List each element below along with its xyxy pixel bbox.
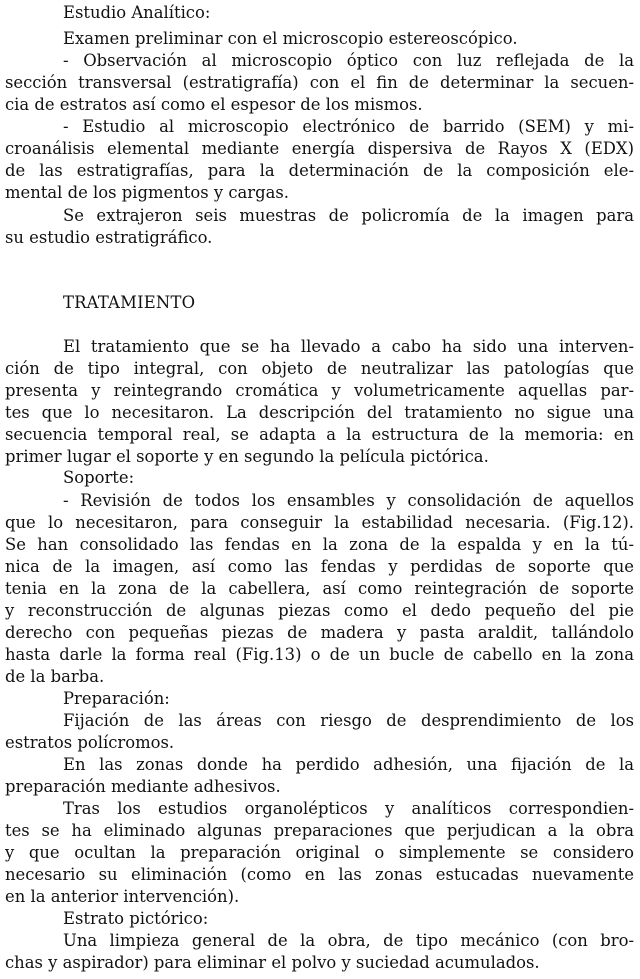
text-line: En las zonas donde ha perdido adhesión, una fijación de la xyxy=(63,755,634,774)
text-line: - Observación al microscopio óptico con luz reflejada de la xyxy=(63,51,634,70)
text-line: El tratamiento que se ha llevado a cabo ha sido una interven- xyxy=(63,337,634,356)
text-line: mental de los pigmentos y cargas. xyxy=(5,183,289,202)
subheading-preparacion: Preparación: xyxy=(63,689,170,708)
text-line: secuencia temporal real, se adapta a la estructura de la memoria: en xyxy=(5,425,634,444)
text-line: y reconstrucción de algunas piezas como el dedo pequeño del pie xyxy=(5,601,634,620)
section-title-tratamiento: TRATAMIENTO xyxy=(63,293,196,312)
text-line: sección transversal (estratigrafía) con el fin de determinar la secuen- xyxy=(5,73,634,92)
text-line: que lo necesitaron, para conseguir la estabilidad necesaria. (Fig.12). xyxy=(5,513,634,532)
text-line: Se extrajeron seis muestras de policromía de la imagen para xyxy=(63,206,634,225)
text-line: y que ocultan la preparación original o simplemente se considero xyxy=(5,843,634,862)
text-line: croanálisis elemental mediante energía dispersiva de Rayos X (EDX) xyxy=(5,139,634,158)
text-line: necesario su eliminación (como en las zonas estucadas nuevamente xyxy=(5,865,634,884)
text-line: ción de tipo integral, con objeto de neutralizar las patologías que xyxy=(5,359,634,378)
text-line: chas y aspirador) para eliminar el polvo y suciedad acumulados. xyxy=(5,953,540,972)
text-line: Fijación de las áreas con riesgo de desprendimiento de los xyxy=(63,711,634,730)
text-line: tes se ha eliminado algunas preparaciones que perjudican a la obra xyxy=(5,821,634,840)
text-line: derecho con pequeñas piezas de madera y pasta araldit, tallándolo xyxy=(5,623,634,642)
text-line: hasta darle la forma real (Fig.13) o de un bucle de cabello en la zona xyxy=(5,645,634,664)
text-line: cia de estratos así como el espesor de los mismos. xyxy=(5,95,423,114)
text-line: presenta y reintegrando cromática y volumetricamente aquellas par- xyxy=(5,381,634,400)
text-line: - Revisión de todos los ensambles y consolidación de aquellos xyxy=(63,491,634,510)
text-line: Se han consolidado las fendas en la zona de la espalda y en la tú- xyxy=(5,535,634,554)
text-line: de las estratigrafías, para la determinación de la composición ele- xyxy=(5,161,634,180)
subheading-estrato-pictorico: Estrato pictórico: xyxy=(63,909,209,928)
text-line: - Estudio al microscopio electrónico de barrido (SEM) y mi- xyxy=(63,117,634,136)
text-line: nica de la imagen, así como las fendas y perdidas de soporte que xyxy=(5,557,634,576)
text-line: de la barba. xyxy=(5,667,105,686)
text-line: su estudio estratigráfico. xyxy=(5,228,213,247)
subheading-soporte: Soporte: xyxy=(63,468,135,487)
text-line: tenia en la zona de la cabellera, así como reintegración de soporte xyxy=(5,579,634,598)
text-line: Una limpieza general de la obra, de tipo mecánico (con bro- xyxy=(63,931,634,950)
text-line: primer lugar el soporte y en segundo la película pictórica. xyxy=(5,447,489,466)
text-line: en la anterior intervención). xyxy=(5,887,240,906)
text-line: estratos polícromos. xyxy=(5,733,175,752)
text-line: Tras los estudios organolépticos y analíticos correspondien- xyxy=(63,799,634,818)
text-line: tes que lo necesitaron. La descripción del tratamiento no sigue una xyxy=(5,403,634,422)
text-line: Examen preliminar con el microscopio estereoscópico. xyxy=(63,29,518,48)
subheading-estudio-analitico: Estudio Analítico: xyxy=(63,3,211,22)
text-line: preparación mediante adhesivos. xyxy=(5,777,281,796)
